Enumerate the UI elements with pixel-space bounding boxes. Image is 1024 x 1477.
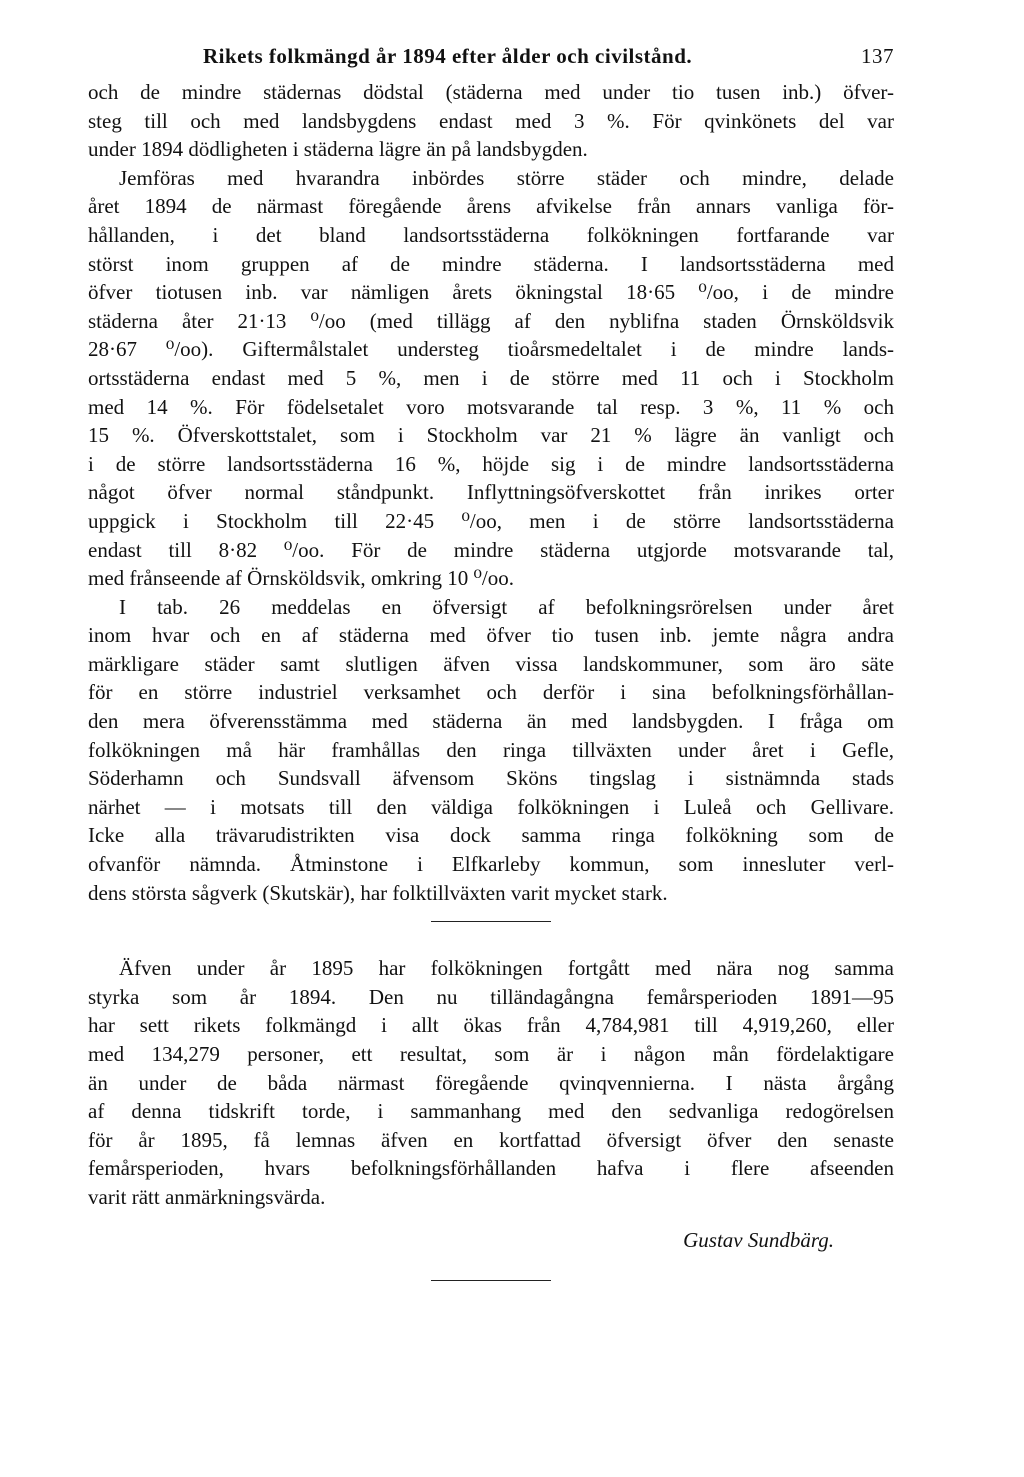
- paragraph-2: [88, 164, 894, 593]
- text-line: ofvanför nämnda. Åtminstone i Elfkarleby kommun, som innesluter verl-: [88, 852, 894, 877]
- text-line: störst inom gruppen af de mindre städerna. I landsortsstäderna med: [88, 251, 894, 276]
- text-line: Söderhamn och Sundsvall äfvensom Sköns tingslag i sistnämnda stads: [88, 766, 894, 791]
- text-line: Äfven under år 1895 har folkökningen fortgått med nära nog samma: [119, 956, 894, 981]
- paragraph-3: [88, 593, 894, 908]
- text-line: närhet — i motsats till den väldiga folkökningen i Luleå och Gellivare.: [88, 794, 894, 819]
- text-line: märkligare städer samt slutligen äfven vissa landskommuner, som äro säte: [88, 651, 894, 676]
- section-divider: [431, 921, 551, 922]
- text-line: Icke alla trävarudistrikten visa dock samma ringa folkökning som de: [88, 823, 894, 848]
- text-line: folkökningen må här framhållas den ringa tillväxten under året i Gefle,: [88, 737, 894, 762]
- text-line: i de större landsortsstäderna 16 %, höjde sig i de mindre landsortsstäderna: [88, 451, 894, 476]
- text-line: 15 %. Öfverskottstalet, som i Stockholm var 21 % lägre än vanligt och: [88, 423, 894, 448]
- running-title: Rikets folkmängd år 1894 efter ålder och civilstånd.: [203, 44, 693, 68]
- text-line: steg till och med landsbygdens endast med 3 %. För qvinkönets del var: [88, 108, 894, 133]
- text-line: I tab. 26 meddelas en öfversigt af befolkningsrörelsen under året: [119, 594, 894, 619]
- text-line: femårsperioden, hvars befolkningsförhållanden hafva i flere afseenden: [88, 1156, 894, 1181]
- text-line: endast till 8·82 ⁰/oo. För de mindre städerna utgjorde motsvarande tal,: [88, 537, 894, 562]
- text-line: för år 1895, få lemnas äfven en kortfattad öfversigt öfver den senaste: [88, 1127, 894, 1152]
- text-line: den mera öfverensstämma med städerna än med landsbygden. I fråga om: [88, 709, 894, 734]
- text-line: Jemföras med hvarandra inbördes större städer och mindre, delade: [119, 165, 894, 190]
- document-page: [88, 44, 894, 1281]
- text-line: städerna åter 21·13 ⁰/oo (med tillägg af den nyblifna staden Örnsköldsvik: [88, 308, 894, 333]
- text-line: varit rätt anmärkningsvärda.: [88, 1184, 326, 1209]
- end-divider: [431, 1280, 551, 1281]
- text-line: något öfver normal ståndpunkt. Inflyttningsöfverskottet från inrikes orter: [88, 480, 894, 505]
- text-line: öfver tiotusen inb. var nämligen årets ökningstal 18·65 ⁰/oo, i de mindre: [88, 280, 894, 305]
- text-line: under 1894 dödligheten i städerna lägre än på landsbygden.: [88, 137, 588, 162]
- page-number: 137: [861, 44, 894, 68]
- text-line: med 134,279 personer, ett resultat, som är i någon mån fördelaktigare: [88, 1042, 894, 1066]
- text-line: inom hvar och en af städerna med öfver tio tusen inb. jemte några andra: [88, 623, 894, 648]
- text-line: styrka som år 1894. Den nu tilländagångna femårsperioden 1891—95: [88, 984, 894, 1009]
- text-line: och de mindre städernas dödstal (städerna med under tio tusen inb.) öfver-: [88, 80, 894, 104]
- text-line: med 14 %. För födelsetalet voro motsvarande tal resp. 3 %, 11 % och: [88, 394, 894, 419]
- text-line: ortsstäderna endast med 5 %, men i de större med 11 och i Stockholm: [88, 365, 894, 390]
- text-line: för en större industriel verksamhet och derför i sina befolkningsförhållan-: [88, 680, 894, 705]
- author-signature: Gustav Sundbärg.: [683, 1227, 834, 1252]
- text-line: 28·67 ⁰/oo). Giftermålstalet understeg tioårsmedeltalet i de mindre lands-: [88, 337, 894, 362]
- text-line: af denna tidskrift torde, i sammanhang med den sedvanliga redogörelsen: [88, 1099, 894, 1124]
- text-line: uppgick i Stockholm till 22·45 ⁰/oo, men i de större landsortsstäderna: [88, 508, 894, 533]
- text-line: med frånseende af Örnsköldsvik, omkring 10 ⁰/oo.: [88, 566, 514, 591]
- text-line: än under de båda närmast föregående qvinqvennierna. I nästa årgång: [88, 1070, 894, 1095]
- paragraph-4: [88, 954, 894, 1211]
- paragraph-1: [88, 78, 894, 164]
- text-line: har sett rikets folkmängd i allt ökas från 4,784,981 till 4,919,260, eller: [88, 1013, 894, 1038]
- text-line: hållanden, i det bland landsortsstäderna folkökningen fortfarande var: [88, 222, 894, 247]
- running-header: [88, 44, 894, 78]
- text-line: dens största sågverk (Skutskär), har folktillväxten varit mycket stark.: [88, 880, 668, 905]
- text-line: året 1894 de närmast föregående årens afvikelse från annars vanliga för-: [88, 194, 894, 219]
